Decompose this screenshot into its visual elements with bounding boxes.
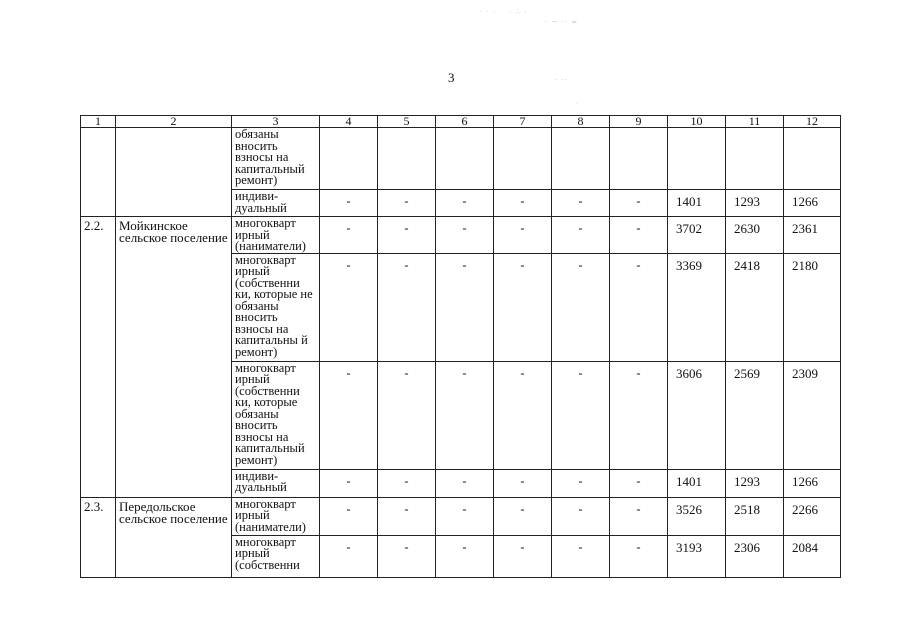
empty-cell (320, 128, 378, 190)
page-number: 3 (448, 70, 455, 85)
table-row (81, 128, 841, 190)
dash-cell: - (436, 253, 494, 361)
column-header: 7 (494, 116, 552, 128)
dash-cell: - (378, 361, 436, 469)
column-header: 10 (668, 116, 726, 128)
dash-cell: - (320, 217, 378, 254)
dash-cell: - (552, 469, 610, 497)
section-index-cell (81, 128, 116, 217)
housing-type-cell: обязаны вносить взносы на капитальный ремонт) (232, 128, 320, 190)
dash-cell: - (494, 497, 552, 535)
empty-cell (784, 128, 841, 190)
data-table (80, 115, 841, 578)
empty-cell (436, 128, 494, 190)
housing-type-cell: индиви-дуальный (232, 469, 320, 497)
dash-cell: - (320, 535, 378, 577)
dash-cell: - (320, 253, 378, 361)
value-cell: 1293 (726, 469, 784, 497)
scan-artifact: · ~ ·· ≈ (545, 18, 579, 26)
value-cell: 1266 (784, 469, 841, 497)
dash-cell: - (610, 535, 668, 577)
dash-cell: - (494, 253, 552, 361)
dash-cell: - (378, 469, 436, 497)
value-cell: 2630 (726, 217, 784, 254)
empty-cell (494, 128, 552, 190)
value-cell: 2306 (726, 535, 784, 577)
value-cell: 2309 (784, 361, 841, 469)
dash-cell: - (610, 469, 668, 497)
housing-type-cell: многокварт ирный (наниматели) (232, 217, 320, 254)
dash-cell: - (552, 190, 610, 217)
dash-cell: - (436, 217, 494, 254)
section-index-cell: 2.3. (81, 497, 116, 577)
column-header: 9 (610, 116, 668, 128)
scan-artifact: · ·· (555, 76, 568, 84)
column-header: 1 (81, 116, 116, 128)
column-header: 6 (436, 116, 494, 128)
table-row (81, 497, 841, 535)
housing-type-cell: многокварт ирный (собственни (232, 535, 320, 577)
value-cell: 1401 (668, 190, 726, 217)
dash-cell: - (494, 190, 552, 217)
dash-cell: - (552, 497, 610, 535)
table-body (81, 128, 841, 578)
dash-cell: - (320, 469, 378, 497)
value-cell: 2518 (726, 497, 784, 535)
scan-artifact: · (575, 100, 579, 108)
empty-cell (552, 128, 610, 190)
column-header: 3 (232, 116, 320, 128)
dash-cell: - (494, 535, 552, 577)
dash-cell: - (610, 361, 668, 469)
section-name-cell: Мойкинское сельское поселение (116, 217, 232, 498)
dash-cell: - (610, 190, 668, 217)
dash-cell: - (436, 469, 494, 497)
dash-cell: - (552, 253, 610, 361)
dash-cell: - (494, 469, 552, 497)
dash-cell: - (494, 217, 552, 254)
dash-cell: - (320, 190, 378, 217)
column-header: 2 (116, 116, 232, 128)
value-cell: 3193 (668, 535, 726, 577)
header-row (81, 116, 841, 128)
dash-cell: - (436, 190, 494, 217)
value-cell: 2361 (784, 217, 841, 254)
housing-type-cell: многокварт ирный (наниматели) (232, 497, 320, 535)
dash-cell: - (378, 535, 436, 577)
dash-cell: - (494, 361, 552, 469)
dash-cell: - (436, 535, 494, 577)
dash-cell: - (436, 497, 494, 535)
column-header: 12 (784, 116, 841, 128)
dash-cell: - (552, 217, 610, 254)
value-cell: 2569 (726, 361, 784, 469)
column-header: 5 (378, 116, 436, 128)
dash-cell: - (378, 497, 436, 535)
empty-cell (668, 128, 726, 190)
table-row (81, 217, 841, 254)
dash-cell: - (378, 217, 436, 254)
value-cell: 2266 (784, 497, 841, 535)
dash-cell: - (378, 190, 436, 217)
column-header: 4 (320, 116, 378, 128)
scan-artifact: · · · · ∴ · (480, 8, 528, 16)
section-index-cell: 2.2. (81, 217, 116, 498)
empty-cell (610, 128, 668, 190)
empty-cell (726, 128, 784, 190)
value-cell: 1401 (668, 469, 726, 497)
housing-type-cell: многокварт ирный (собственни ки, которые не обязаны вносить взносы на капитальны й ремонт) (232, 253, 320, 361)
dash-cell: - (320, 361, 378, 469)
empty-cell (378, 128, 436, 190)
dash-cell: - (378, 253, 436, 361)
section-name-cell: Передольское сельское поселение (116, 497, 232, 577)
value-cell: 2084 (784, 535, 841, 577)
value-cell: 2418 (726, 253, 784, 361)
dash-cell: - (552, 361, 610, 469)
housing-type-cell: многокварт ирный (собственни ки, которые обязаны вносить взносы на капитальный ремонт) (232, 361, 320, 469)
column-header: 11 (726, 116, 784, 128)
value-cell: 2180 (784, 253, 841, 361)
dash-cell: - (610, 253, 668, 361)
housing-type-cell: индиви-дуальный (232, 190, 320, 217)
value-cell: 1266 (784, 190, 841, 217)
value-cell: 3606 (668, 361, 726, 469)
dash-cell: - (320, 497, 378, 535)
dash-cell: - (610, 497, 668, 535)
dash-cell: - (436, 361, 494, 469)
value-cell: 1293 (726, 190, 784, 217)
dash-cell: - (610, 217, 668, 254)
value-cell: 3369 (668, 253, 726, 361)
value-cell: 3702 (668, 217, 726, 254)
dash-cell: - (552, 535, 610, 577)
column-header: 8 (552, 116, 610, 128)
value-cell: 3526 (668, 497, 726, 535)
section-name-cell (116, 128, 232, 217)
